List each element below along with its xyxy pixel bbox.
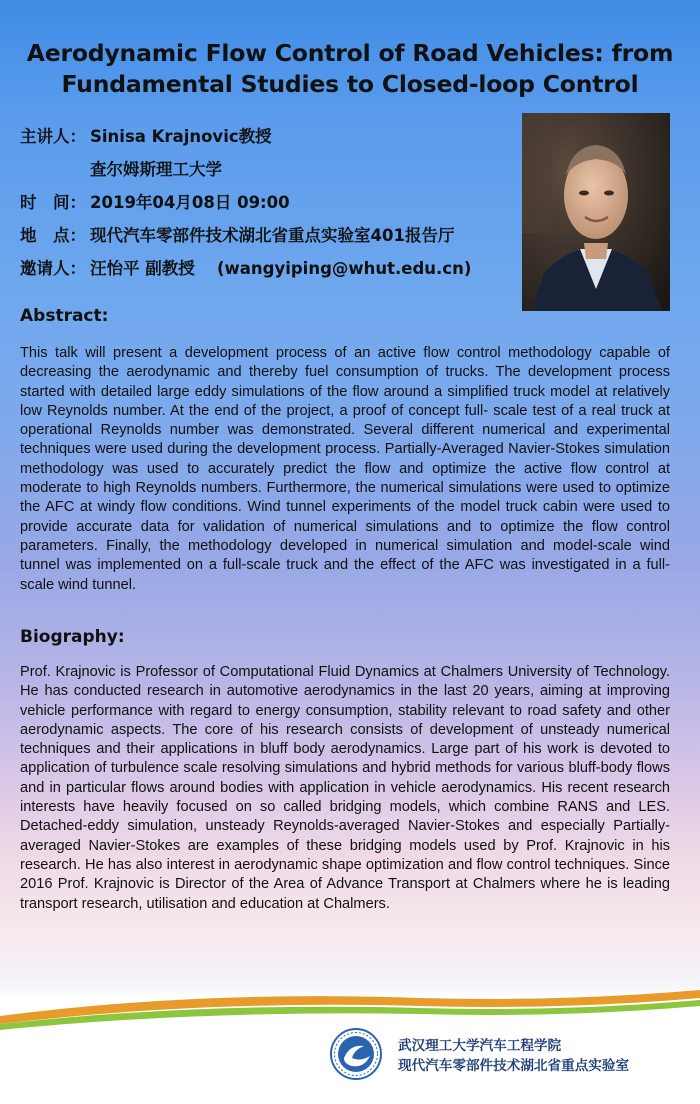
biography-text: Prof. Krajnovic is Professor of Computational Fluid Dynamics at Chalmers University of Technology. He has conducted research in automotive aerodynamics in the last 20 years, aiming at improving vehicle performance with regard to energy consumption, stability relevant to road safety and other aerodynamic aspects. The core of his research consists of development of unsteady numerical techniques and their applications in bluff body aerodynamics. Large part of his work is devoted to application of turbulence scale resolving simulations and hybrid methods for various bluff-body flows and in particular flows around bodies with application in vehicle aerodynamics. His recent research interests have heavily focused on so called bridging models, which combine RANS and LES. Detached-eddy simulation, unsteady Reynolds-averaged Navier-Stokes and especially Partially-averaged Navier-Stokes are examples of these bridging models used by Prof. Krajnovic in his research. He has also interest in aerodynamic shape optimization and flow control techniques. Since 2016 Prof. Krajnovic is Director of the Area of Advance Transport at Chalmers where he is leading transport research, utilisation and education at Chalmers. [20,664,670,912]
time-row [20,189,290,213]
title-line-2: Fundamental Studies to Closed-loop Control [61,70,639,98]
abstract-text: This talk will present a development process of an active flow control methodology capable of decreasing the aerodynamic and thereby fuel consumption of trucks. The development process started with detailed large eddy simulations of the flow around a simplified truck model at relatively low Reynolds number. At the end of the project, a proof of concept full- scale test of a real truck at operational Reynolds number was demonstrated. Several different numerical and experimental techniques were used during the development process. Partially-Averaged Navier-Stokes simulation methodology was used to accurately predict the flow and optimize the active flow control at moderate to high Reynolds numbers. Furthermore, the numerical simulations were used to optimize the AFC at windy flow conditions. Wind tunnel experiments of the model truck cabin were used to provide accurate data for validation of numerical simulations and to optimize the flow control parameters. Finally, the methodology developed in numerical simulation and model-scale wind tunnel was implemented on a full-scale truck and the effect of the AFC was investigated in a full-scale wind tunnel. [20,345,670,593]
time-label: 时 间： [20,193,86,212]
speaker-label: 主讲人： [20,127,86,146]
place-value: 现代汽车零部件技术湖北省重点实验室401报告厅 [90,226,455,245]
biography-heading: Biography: [20,627,125,647]
speaker-photo [522,113,670,311]
university-logo [330,1028,382,1080]
page-title [0,38,700,100]
time-value: 2019年04月08日 09:00 [90,193,290,212]
footer-line-1: 武汉理工大学汽车工程学院 [398,1038,562,1054]
footer-line-2: 现代汽车零部件技术湖北省重点实验室 [398,1058,630,1074]
place-label: 地 点： [20,226,86,245]
speaker-affiliation: 查尔姆斯理工大学 [90,160,222,179]
place-row [20,222,454,246]
host-value: 汪怡平 副教授 (wangyiping@whut.edu.cn) [90,259,472,278]
title-line-1: Aerodynamic Flow Control of Road Vehicles: from [26,39,674,67]
footer [0,990,700,1104]
speaker-name: Sinisa Krajnovic教授 [90,127,272,146]
speaker-row [20,123,272,147]
host-label: 邀请人： [20,259,86,278]
abstract-heading: Abstract: [20,306,109,326]
host-row [20,255,471,279]
